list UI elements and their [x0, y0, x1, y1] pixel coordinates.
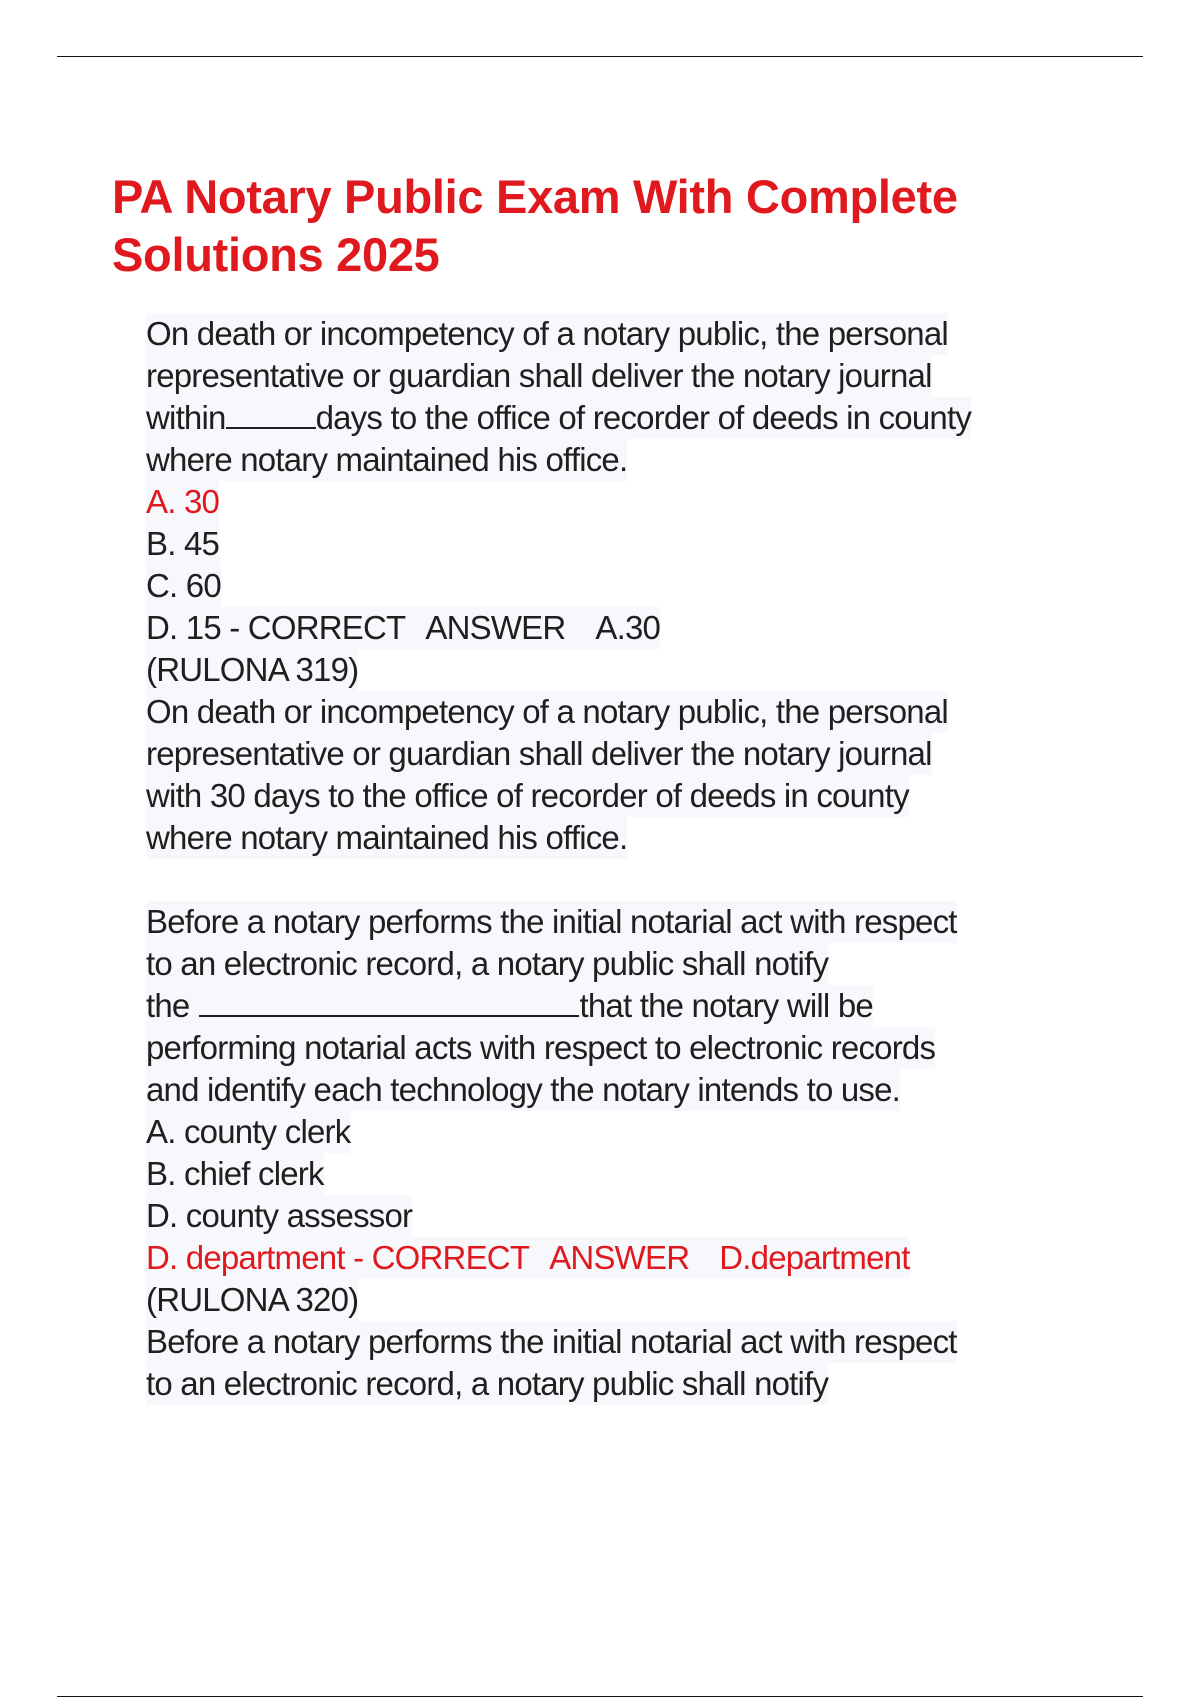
question-1-option-d: D. 15 - CORRECT — [146, 609, 406, 646]
question-2-text-line-3-pre: the — [146, 987, 190, 1024]
question-2-option-d: D. department - CORRECT — [146, 1239, 530, 1276]
fill-in-blank — [226, 397, 316, 429]
question-1-answer-label: ANSWER — [425, 609, 566, 646]
question-2-text-line-2: to an electronic record, a notary public shall notify — [146, 943, 828, 985]
question-2-text-line-5: and identify each technology the notary intends to use. — [146, 1069, 900, 1111]
question-2-option-b: B. chief clerk — [146, 1153, 324, 1195]
question-1-answer-value: A.30 — [595, 609, 661, 646]
question-1-text-line-3-pre: within — [146, 399, 226, 436]
question-2-text-line-4: performing notarial acts with respect to electronic records — [146, 1027, 935, 1069]
question-2-explanation-line-2: to an electronic record, a notary public shall notify — [146, 1363, 828, 1405]
header-rule — [57, 56, 1143, 57]
page-title: PA Notary Public Exam With Complete Solutions 2025 — [112, 170, 958, 281]
question-1-explanation-line-4: where notary maintained his office. — [146, 817, 627, 859]
footer-rule — [57, 1696, 1143, 1697]
question-2-text-line-3-post: that the notary will be — [579, 987, 873, 1024]
section-spacer — [146, 859, 1106, 901]
question-1-explanation-line-3: with 30 days to the office of recorder of deeds in county — [146, 775, 909, 817]
question-1-reference: (RULONA 319) — [146, 649, 358, 691]
question-2-option-c: D. county assessor — [146, 1195, 412, 1237]
question-1-text-line-1: On death or incompetency of a notary public, the personal — [146, 313, 948, 355]
question-1-option-c: C. 60 — [146, 565, 221, 607]
question-1-explanation-line-2: representative or guardian shall deliver the notary journal — [146, 733, 932, 775]
question-2-option-d-answer — [146, 1237, 910, 1279]
question-1-text-line-3 — [146, 397, 971, 439]
question-2-explanation-line-1: Before a notary performs the initial notarial act with respect — [146, 1321, 957, 1363]
question-1-option-a: A. 30 — [146, 481, 219, 523]
question-1-explanation-line-1: On death or incompetency of a notary public, the personal — [146, 691, 948, 733]
question-2-reference: (RULONA 320) — [146, 1279, 358, 1321]
question-1-option-b: B. 45 — [146, 523, 219, 565]
question-2-text-line-1: Before a notary performs the initial notarial act with respect — [146, 901, 957, 943]
question-1-option-d-answer — [146, 607, 660, 649]
document-body — [146, 313, 1106, 1405]
question-1-text-line-3-post: days to the office of recorder of deeds in county — [315, 399, 972, 436]
question-2-text-line-3 — [146, 985, 873, 1027]
question-1-text-line-4: where notary maintained his office. — [146, 439, 627, 481]
question-2-answer-label: ANSWER — [549, 1239, 690, 1276]
fill-in-blank — [199, 985, 579, 1017]
question-2-answer-value: D.department — [719, 1239, 910, 1276]
question-1 — [146, 313, 1106, 859]
question-2-option-a: A. county clerk — [146, 1111, 350, 1153]
question-2 — [146, 901, 1106, 1405]
question-1-text-line-2: representative or guardian shall deliver the notary journal — [146, 355, 932, 397]
